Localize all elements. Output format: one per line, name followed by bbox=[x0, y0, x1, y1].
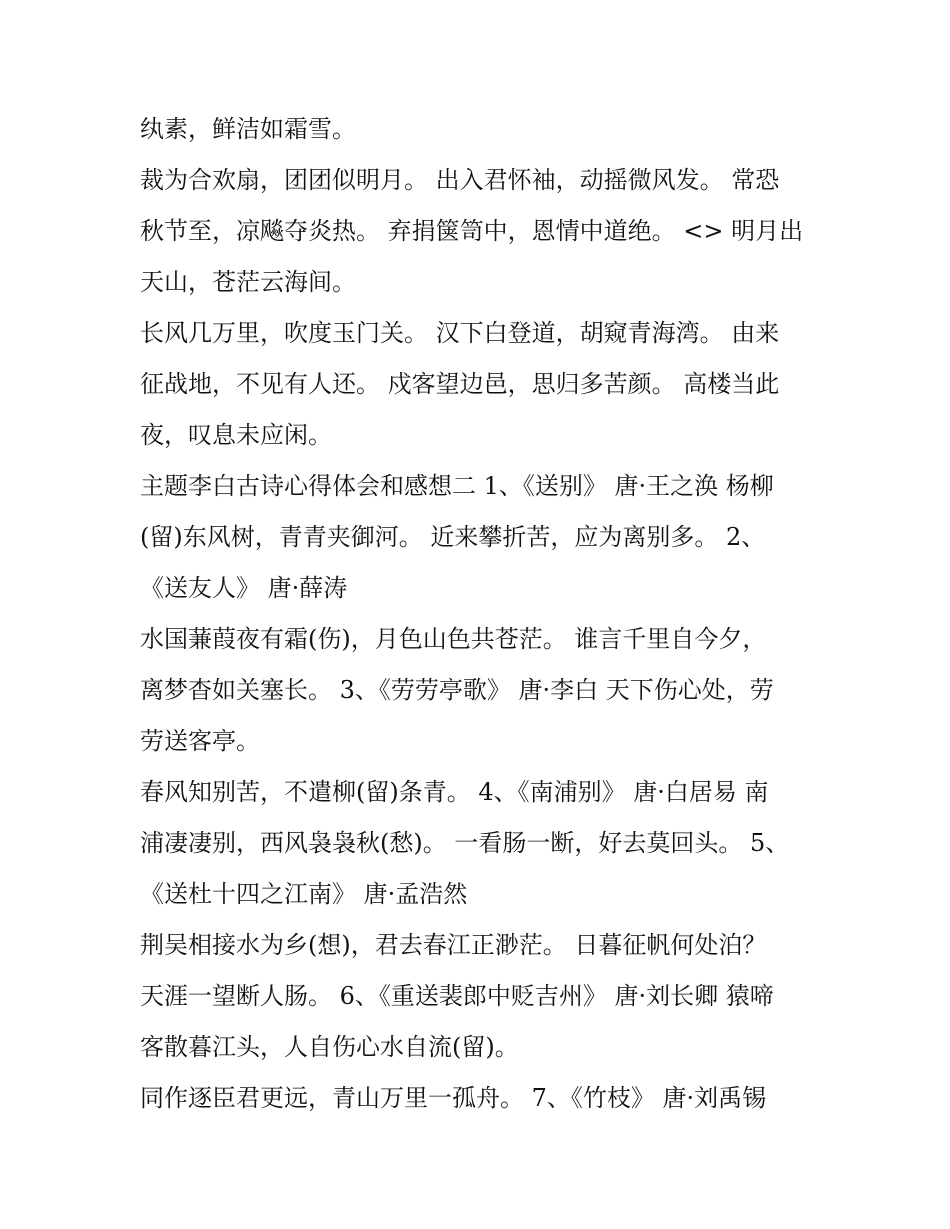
paragraph-6: 春风知别苦，不遣柳(留)条青。 4、《南浦别》 唐·白居易 南 浦凄凄别，西风袅袅秋(愁)。 一看肠一断，好去莫回头。 5、 《送杜十四之江南》 唐·孟浩然 bbox=[140, 778, 790, 908]
paragraph-2: 裁为合欢扇，团团似明月。 出入君怀袖，动摇微风发。 常恐 秋节至，凉飚夺炎热。 弃捐箧笥中，恩情中道绝。 <> 明月出 天山，苍茫云海间。 bbox=[140, 166, 804, 296]
document-body bbox=[140, 104, 820, 1124]
paragraph-5: 水国蒹葭夜有霜(伤)，月色山色共苍茫。 谁言千里自今夕， 离梦杳如关塞长。 3、《劳劳亭歌》 唐·李白 天下伤心处，劳 劳送客亭。 bbox=[140, 625, 774, 755]
paragraph-3: 长风几万里，吹度玉门关。 汉下白登道，胡窥青海湾。 由来 征战地，不见有人还。 戍客望边邑，思归多苦颜。 高楼当此 夜，叹息未应闲。 bbox=[140, 319, 780, 449]
paragraph-8: 同作逐臣君更远，青山万里一孤舟。 7、《竹枝》 唐·刘禹锡 bbox=[140, 1084, 767, 1112]
paragraph-4: 主题李白古诗心得体会和感想二 1、《送别》 唐·王之涣 杨柳 (留)东风树，青青夹御河。 近来攀折苦，应为离别多。 2、 《送友人》 唐·薛涛 bbox=[140, 472, 774, 602]
paragraph-1: 纨素，鲜洁如霜雪。 bbox=[140, 115, 356, 143]
paragraph-7: 荆吴相接水为乡(想)，君去春江正渺茫。 日暮征帆何处泊？ 天涯一望断人肠。 6、《重送裴郎中贬吉州》 唐·刘长卿 猿啼 客散暮江头，人自伤心水自流(留)。 bbox=[140, 931, 774, 1061]
